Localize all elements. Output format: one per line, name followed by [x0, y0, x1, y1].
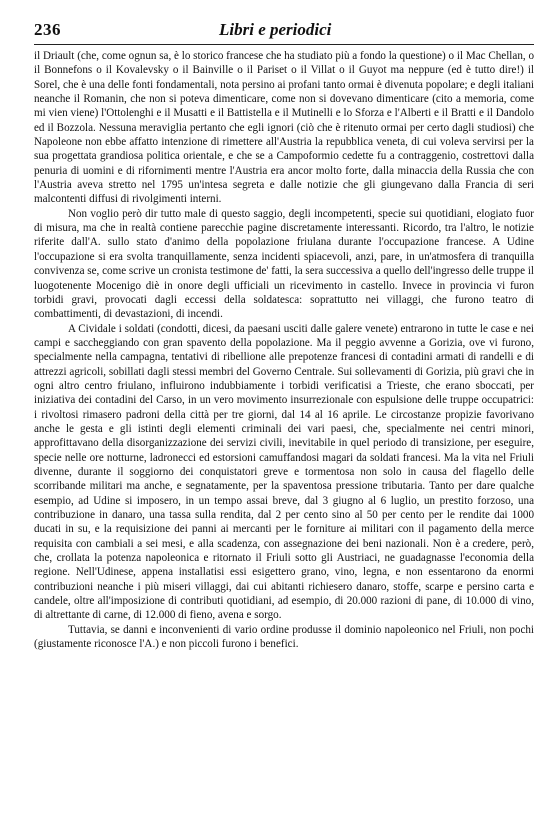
body-text: [34, 49, 534, 651]
running-title: Libri e periodici: [219, 20, 332, 39]
paragraph: Tuttavia, se danni e inconvenienti di vario ordine produsse il dominio napoleonico nel Friuli, non pochi (giustamente riconosce l'A.) e non piccoli furono i benefici.: [34, 623, 534, 651]
header-rule: [34, 44, 534, 45]
paragraph: il Driault (che, come ognun sa, è lo storico francese che ha studiato più a fondo la questione) o il Mac Chellan, o il Bonnefons o il Kovalevsky o il Bainville o il Pariset o il Villat o il Guyot ma neppure (ed è tutto dire!) il Sorel, che è una delle fonti fondamentali, nota persino ai profani tanto ormai è divenuta popolare; e degli italiani neanche il Romanin, che non si poteva dimenticare, come non si dovevano dimenticare (cito a memoria, come mi vien viene) l'Ottolenghi e il Musatti e il Battistella e il Mutinelli e lo Sforza e l'Alberti e il Bratti e il Dandolo ed il Bozzola. Nessuna meraviglia pertanto che egli ignori (ciò che è ritenuto ormai per certo dagli studiosi) che Napoleone non ebbe affatto intenzione di rimettere all'Austria la repubblica veneta, di cui voleva servirsi per la sua progettata grandiosa politica orientale, e che se a Campoformio cedette fu a contraggenio, costrettovi dalla penuria di uomini e di rifornimenti mentre l'Austria era ancor molto forte, dalla minaccia della Russia che con l'Austria aveva stretto nel 1795 un'intesa segreta e dalle notizie che gli giungevano dalla Francia di seri malcontenti diffusi di rivolgimenti interni.: [34, 50, 534, 206]
page-number: 236: [34, 20, 61, 39]
paragraph: Non voglio però dir tutto male di questo saggio, degli incompetenti, specie sui quotidiani, elogiato fuor di misura, ma che in realtà contiene parecchie pagine discretamente interessanti. Ricordo, tra l'altro, le notizie riferite dall'A. sullo stato d'animo della popolazione friulana durante l'occupazione francese. A Udine l'occupazione si era svolta tranquillamente, senza incidenti spiacevoli, anzi, pare, in un'atmosfera di tranquilla convivenza se, come scrive un cronista testimone de' fatti, la sera successiva a quello dell'ingresso delle truppe il luogotenente Mocenigo diè in onore degli ufficiali un ricevimento in castello. Invece in provincia vi furon torbidi gravi, provocati dagli eccessi della soldatesca: soprattutto nei villaggi, che furono teatro di combattimenti, di devastazioni, di incendi.: [34, 207, 534, 321]
paragraph: A Cividale i soldati (condotti, dicesi, da paesani usciti dalle galere venete) entrarono in tutte le case e nei campi e saccheggiando con gran spavento della popolazione. Ma il peggio avvenne a Gorizia, ove vi furono, specialmente nella campagna, tentativi di ribellione alle prepotenze francesi di contadini armati di randelli e di attrezzi agricoli, sobillati dagli stessi membri del Governo Centrale. Sui sollevamenti di Gorizia, più gravi che in ogni altro centro friulano, influirono indubbiamente i torbidi verificatisi a Trieste, che erano sboccati, per iniziativa dei contadini del Carso, in un vero movimento insurrezionale con espulsione delle truppe occupatrici: i rivoltosi rimasero padroni della città per tre giorni, dal 14 al 16 aprile. Le circostanze propizie favorivano anche le gesta e gli istinti degli elementi criminali dei vari paesi, che, specialmente nei centri minori, approfittavano della disorganizzazione dei servizi civili, inevitabile in quel periodo di transizione, per eseguire, specie nelle ore notturne, ladronecci ed estorsioni camuffandosi magari da soldati francesi. Ma la vita nel Friuli divenne, durante il soggiorno dei conquistatori greve e tormentosa non solo in causa del flagello delle scorribande militari ma anche, e segnatamente, per la spaventosa pressione tributaria. Tanto per dare qualche esempio, ad Udine si imposero, in un tempo assai breve, dal 3 giugno al 6 luglio, un prestito forzoso, una contribuzione in danaro, una tassa sulla rendita, dal 2 per cento sino al 50 per cento per le rendite dai 1000 ducati in su, e la requisizione dei panni ai mercanti per le forniture ai militari con il pagamento della merce requisita con cambiali a sei mesi, e alla scadenza, con assegnazione dei beni nazionali. Non è a credere, però, che, crollata la potenza napoleonica e ritornato il Friuli sotto gli Austriaci, ne guadagnasse l'economia della regione. Nell'Udinese, appena installatisi essi esigettero grano, vino, legna, e non essentarono da enormi contribuzioni neanche i più miseri villaggi, dai cui abitanti richiesero danaro, stoffe, scarpe e persino carta e candele, oltre all'imposizione di contributi quotidiani, ad esempio, di 20.000 razioni di pane, di 10.000 di vino, di altrettante di carne, di 12.000 di fieno, avena e sorgo.: [34, 322, 535, 622]
page-header: [34, 18, 534, 40]
